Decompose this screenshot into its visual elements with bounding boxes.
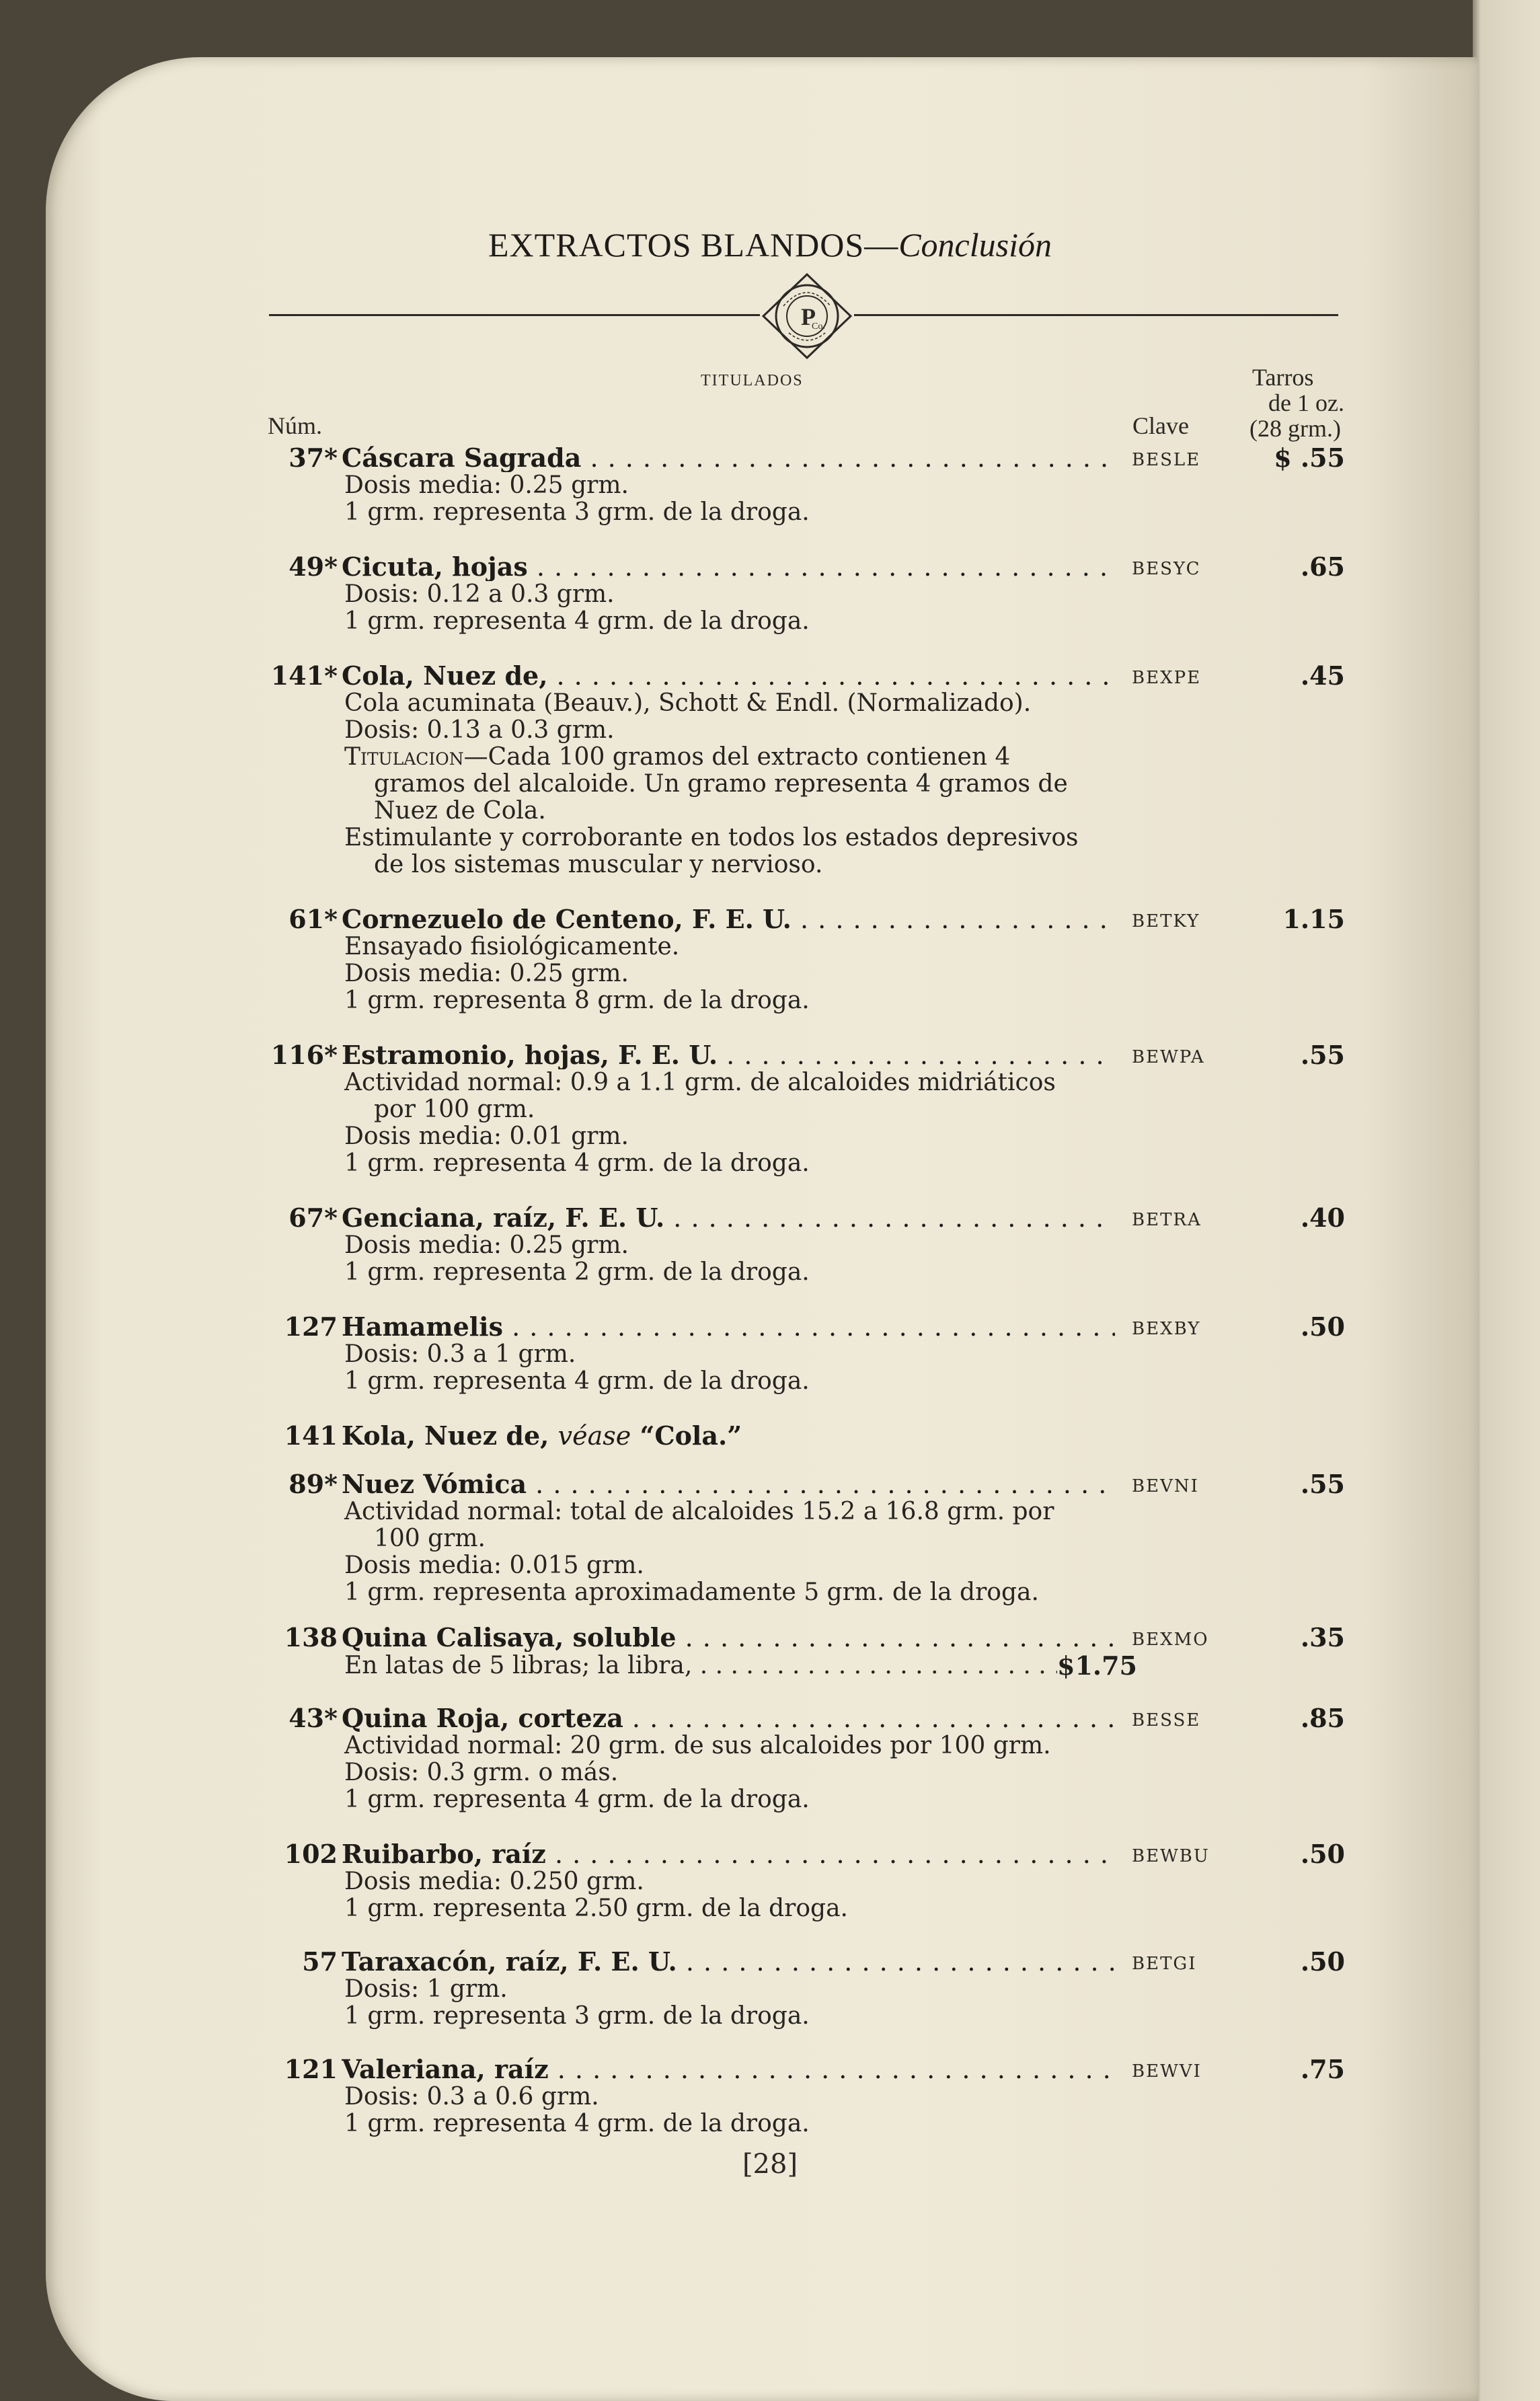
page-number: [28]: [742, 2149, 798, 2180]
entry-code: BESLE: [1132, 450, 1201, 470]
entry-code: BEWVI: [1132, 2061, 1202, 2082]
catalog-entry: [0, 2055, 1540, 2137]
entry-number: 141*: [270, 660, 338, 691]
entry-number: 57: [302, 1946, 338, 1977]
entry-name: Valeriana, raíz . . .: [342, 2055, 1115, 2084]
tarros-header-1: Tarros: [1252, 364, 1314, 391]
entry-detail: 1 grm. representa 4 grm. de la droga.: [344, 1786, 810, 1813]
entry-detail: Dosis: 0.13 a 0.3 grm.: [344, 716, 615, 744]
entry-number: 138: [284, 1622, 338, 1652]
entry-code: BEXMO: [1132, 1630, 1209, 1650]
tarros-header-2: de 1 oz.: [1268, 389, 1344, 416]
entry-detail: 1 grm. representa 8 grm. de la droga.: [344, 987, 810, 1014]
entry-number: 37*: [288, 443, 338, 473]
entry-detail-continuation: Nuez de Cola.: [374, 797, 546, 825]
entry-detail: 1 grm. representa 2.50 grm. de la droga.: [344, 1895, 849, 1922]
entry-detail: 1 grm. representa 3 grm. de la droga.: [344, 498, 810, 526]
vease-label: véase: [557, 1421, 631, 1451]
entry-name: Taraxacón, raíz, F. E. U. . . .: [342, 1948, 1115, 1976]
clave-column-header: Clave: [1132, 412, 1189, 439]
entry-detail: Dosis: 0.3 a 1 grm.: [344, 1340, 576, 1368]
entry-name: Ruibarbo, raíz . . .: [342, 1840, 1115, 1868]
entry-number: 67*: [288, 1203, 338, 1233]
entry-detail: Dosis media: 0.25 grm.: [344, 1231, 629, 1259]
svg-text:P: P: [801, 303, 816, 330]
entry-code: BEVNI: [1132, 1476, 1199, 1496]
entry-detail: Titulacion—Cada 100 gramos del extracto contienen 4: [344, 743, 1011, 771]
titulados-label: TITULADOS: [701, 372, 804, 389]
page-subtitle: Conclusión: [898, 226, 1052, 264]
entry-name: Cáscara Sagrada . . .: [342, 444, 1115, 472]
entry-detail: Cola acuminata (Beauv.), Schott & Endl. (Normalizado).: [344, 689, 1032, 717]
entry-detail: Dosis media: 0.25 grm.: [344, 960, 629, 987]
entry-price: .35: [1300, 1622, 1345, 1652]
entry-number: 61*: [288, 904, 338, 934]
entry-number: 121: [284, 2054, 338, 2084]
entry-number: 43*: [288, 1703, 338, 1733]
entry-price: 1.15: [1282, 904, 1345, 934]
entry-detail: 1 grm. representa 4 grm. de la droga.: [344, 1149, 810, 1177]
entry-name: Quina Calisaya, soluble . . .: [342, 1624, 1115, 1652]
entry-price: .65: [1300, 551, 1345, 582]
catalog-entry: [0, 905, 1540, 1014]
header-rule-right: [854, 314, 1338, 316]
entry-name: Nuez Vómica . . .: [342, 1470, 1115, 1498]
entry-detail: Dosis: 0.3 a 0.6 grm.: [344, 2083, 599, 2110]
bulk-price-line: [0, 1652, 1540, 1680]
entry-name: Kola, Nuez de, véase “Cola.”: [342, 1420, 742, 1451]
entry-price: .50: [1300, 1946, 1345, 1977]
entry-price: .85: [1300, 1703, 1345, 1733]
entry-price: $ .55: [1274, 443, 1345, 473]
bulk-price-value: $1.75: [1057, 1650, 1137, 1681]
catalog-entry: [0, 1840, 1540, 1922]
entry-detail: Ensayado fisiológicamente.: [344, 933, 680, 960]
medicamenta-vera-seal-icon: [757, 272, 857, 360]
entry-detail: 1 grm. representa 4 grm. de la droga.: [344, 2110, 810, 2137]
catalog-entry: [0, 1624, 1540, 1680]
entry-number: 127: [284, 1311, 338, 1342]
entry-detail: Dosis media: 0.01 grm.: [344, 1122, 629, 1150]
entry-detail: Dosis media: 0.25 grm.: [344, 471, 629, 499]
cross-reference: “Cola.”: [640, 1420, 742, 1451]
entry-code: BEXPE: [1132, 668, 1202, 688]
header-rule-left: [269, 314, 760, 316]
entry-detail: Actividad normal: 0.9 a 1.1 grm. de alcaloides midriáticos: [344, 1069, 1056, 1096]
entry-number: 89*: [288, 1469, 338, 1499]
entry-detail: Dosis: 0.3 grm. o más.: [344, 1759, 619, 1786]
catalog-entry: [0, 1470, 1540, 1606]
catalog-entry: [0, 1704, 1540, 1813]
entry-price: .75: [1300, 2054, 1345, 2084]
svg-text:Co.: Co.: [812, 321, 825, 332]
entry-detail: 1 grm. representa 4 grm. de la droga.: [344, 607, 810, 635]
entry-detail: Dosis media: 0.250 grm.: [344, 1868, 644, 1895]
entry-number: 116*: [270, 1040, 338, 1070]
catalog-entry: [0, 1948, 1540, 2030]
catalog-entry: [0, 444, 1540, 526]
titulacion-label: Titulacion: [344, 743, 464, 771]
entry-code: BETKY: [1132, 911, 1200, 931]
tarros-header-3: (28 grm.): [1249, 415, 1341, 442]
entry-detail: 1 grm. representa 2 grm. de la droga.: [344, 1258, 810, 1286]
entry-number: 102: [284, 1839, 338, 1869]
entry-price: .55: [1300, 1469, 1345, 1499]
entry-code: BESYC: [1132, 559, 1201, 579]
entry-code: BETRA: [1132, 1210, 1202, 1230]
entry-number: 141: [284, 1420, 338, 1451]
entry-detail-continuation: 100 grm.: [374, 1525, 486, 1552]
entry-name: Cola, Nuez de, . . .: [342, 662, 1115, 690]
catalog-entry: [0, 1313, 1540, 1395]
entry-name: Estramonio, hojas, F. E. U. . . .: [342, 1041, 1115, 1069]
entry-price: .55: [1300, 1040, 1345, 1070]
entry-price: .45: [1300, 660, 1345, 691]
entry-code: BEWBU: [1132, 1846, 1210, 1866]
entry-name: Cicuta, hojas . . .: [342, 553, 1115, 581]
entry-detail: Actividad normal: total de alcaloides 15.2 a 16.8 grm. por: [344, 1498, 1054, 1525]
page-title: EXTRACTOS BLANDOS—Conclusión: [488, 226, 1052, 264]
entry-number: 49*: [288, 551, 338, 582]
catalog-entry: [0, 553, 1540, 635]
entry-price: .50: [1300, 1839, 1345, 1869]
num-column-header: Núm.: [268, 412, 322, 439]
entry-price: .50: [1300, 1311, 1345, 1342]
entry-code: BEWPA: [1132, 1047, 1205, 1067]
entry-detail: Dosis: 0.12 a 0.3 grm.: [344, 580, 615, 608]
entry-code: BESSE: [1132, 1710, 1201, 1730]
entry-detail: 1 grm. representa 4 grm. de la droga.: [344, 1367, 810, 1395]
entry-name: Quina Roja, corteza . . .: [342, 1704, 1115, 1732]
entry-detail-continuation: de los sistemas muscular y nervioso.: [374, 851, 823, 878]
entry-detail-continuation: gramos del alcaloide. Un gramo representa 4 gramos de: [374, 770, 1068, 798]
entry-name: Cornezuelo de Centeno, F. E. U. . . .: [342, 905, 1115, 933]
catalog-entry: [0, 1204, 1540, 1286]
entry-detail: 1 grm. representa aproximadamente 5 grm. de la droga.: [344, 1578, 1039, 1606]
entry-detail: Actividad normal: 20 grm. de sus alcaloides por 100 grm.: [344, 1732, 1051, 1759]
catalog-entry: [0, 1041, 1540, 1177]
entry-code: BETGI: [1132, 1954, 1197, 1974]
bulk-price-text: En latas de 5 libras; la libra, . . .: [344, 1652, 1057, 1680]
entry-detail: 1 grm. representa 3 grm. de la droga.: [344, 2002, 810, 2030]
entry-name: Hamamelis . . .: [342, 1313, 1115, 1341]
entry-detail: Dosis: 1 grm.: [344, 1975, 508, 2003]
entry-price: .40: [1300, 1203, 1345, 1233]
entry-name: Genciana, raíz, F. E. U. . . .: [342, 1204, 1115, 1232]
catalog-entry: [0, 662, 1540, 878]
catalog-entry: [0, 1422, 1540, 1450]
entry-code: BEXBY: [1132, 1319, 1201, 1339]
entry-detail: Dosis media: 0.015 grm.: [344, 1552, 644, 1579]
entry-detail: Estimulante y corroborante en todos los estados depresivos: [344, 824, 1079, 851]
entry-detail-continuation: por 100 grm.: [374, 1096, 535, 1123]
